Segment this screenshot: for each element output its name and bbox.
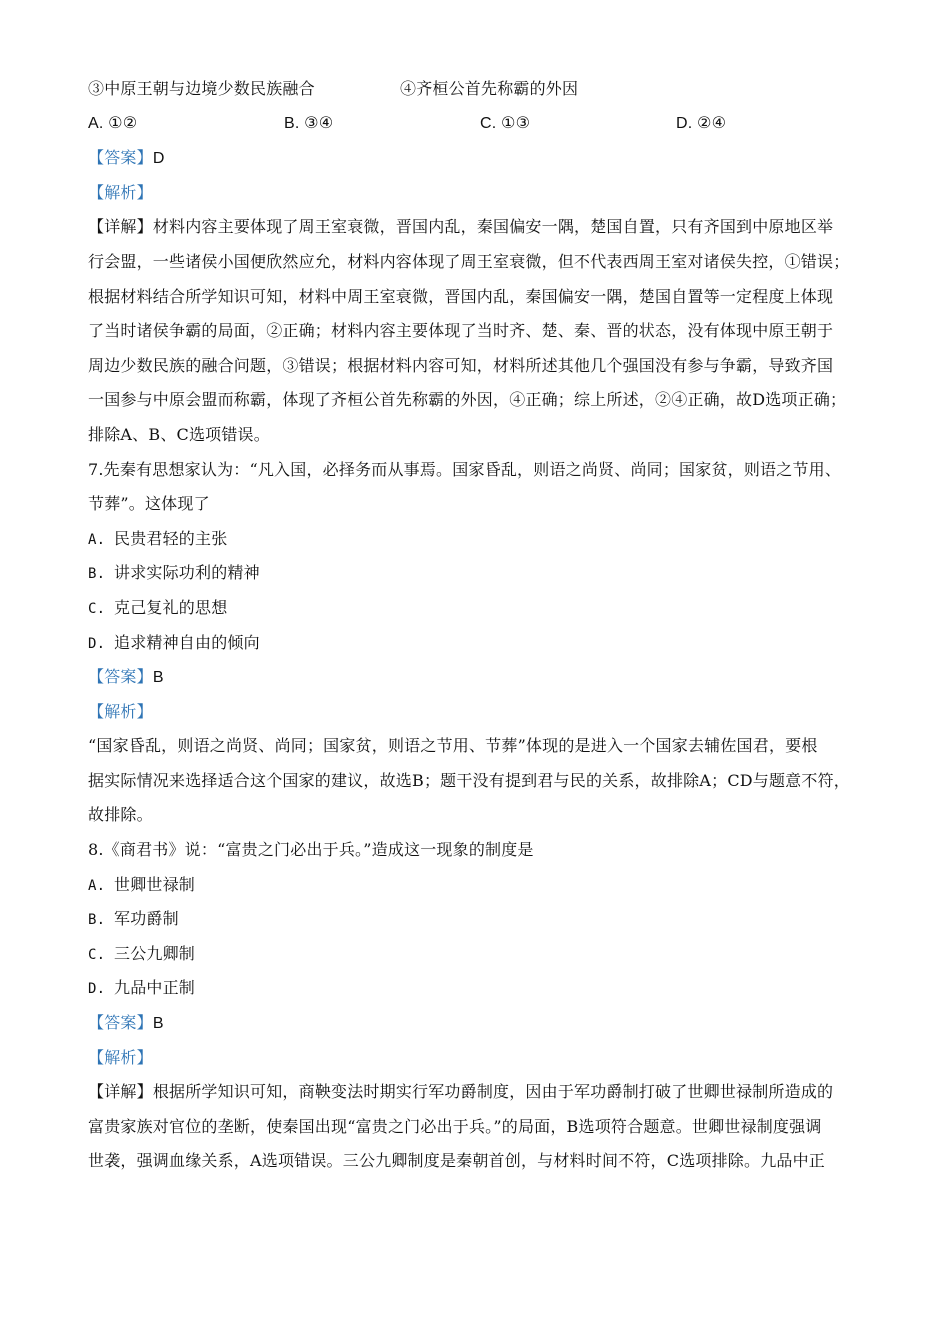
- q7-option-d: [88, 626, 878, 661]
- option-letter: B.: [88, 912, 106, 929]
- q6-option-d: D. ②④: [676, 114, 727, 132]
- option-letter: B.: [88, 566, 106, 583]
- q7-option-c: [88, 591, 878, 626]
- q7-stem-line-2: 节葬”。这体现了: [88, 494, 210, 514]
- q8-option-a: [88, 868, 878, 903]
- q6-options-row: [88, 107, 878, 142]
- option-text: 民贵君轻的主张: [114, 528, 228, 548]
- answer-label: 【答案】: [88, 667, 153, 687]
- q6-statement-4: ④齐桓公首先称霸的外因: [400, 79, 579, 98]
- detail-label: 【详解】: [88, 217, 153, 237]
- detail-text: 根据所学知识可知，商鞅变法时期实行军功爵制度，因由于军功爵制打破了世卿世禄制所造成的: [152, 1082, 834, 1102]
- q6-detail-line-1: [88, 210, 878, 245]
- q7-option-a: [88, 522, 878, 557]
- answer-value: D: [152, 150, 165, 168]
- q6-option-b: B. ③④: [284, 114, 334, 132]
- q6-detail-line-4: 了当时诸侯争霸的局面，②正确；材料内容主要体现了当时齐、楚、秦、晋的状态，没有体现中原王朝于: [88, 321, 834, 341]
- q7-analysis-line-2: 据实际情况来选择适合这个国家的建议，故选B；题干没有提到君与民的关系，故排除A；CD与题意不符，: [88, 770, 850, 790]
- option-text: 九品中正制: [114, 978, 196, 998]
- q8-option-d: [88, 971, 878, 1006]
- detail-label: 【详解】: [88, 1082, 153, 1102]
- q8-analysis-heading: [88, 1041, 878, 1076]
- option-letter: C.: [88, 946, 106, 963]
- q6-option-c: C. ①③: [480, 114, 531, 132]
- q7-analysis-line-1: “国家昏乱，则语之尚贤、尚同；国家贫，则语之节用、节葬”体现的是进入一个国家去辅佐国君，要根: [88, 736, 818, 756]
- answer-label: 【答案】: [88, 148, 153, 168]
- q6-statements-row: [88, 72, 878, 107]
- document-page: [88, 72, 878, 1179]
- q7-analysis-line-3: 故排除。: [88, 805, 153, 825]
- q8-detail-line-1: [88, 1075, 878, 1110]
- q6-option-a: A. ①②: [88, 114, 138, 132]
- q8-option-c: [88, 937, 878, 972]
- option-letter: A.: [88, 531, 106, 548]
- q6-detail-line-6: 一国参与中原会盟而称霸，体现了齐桓公首先称霸的外因，④正确；综上所述，②④正确，故D选项正确；: [88, 390, 847, 410]
- q8-option-b: [88, 902, 878, 937]
- analysis-label: 【解析】: [88, 182, 153, 202]
- q6-detail-line-2: 行会盟，一些诸侯小国便欣然应允，材料内容体现了周王室衰微，但不代表西周王室对诸侯失控，①错误；: [88, 251, 850, 271]
- q7-analysis-heading: [88, 695, 878, 730]
- q6-detail-line-7: 排除A、B、C选项错误。: [88, 424, 270, 444]
- q8-detail-line-3: 世袭，强调血缘关系，A选项错误。三公九卿制度是秦朝首创，与材料时间不符，C选项排除。九品中正: [88, 1151, 825, 1171]
- option-text: 讲求实际功利的精神: [114, 563, 260, 583]
- q6-statement-3: ③中原王朝与边境少数民族融合: [88, 79, 315, 98]
- q6-detail-line-5: 周边少数民族的融合问题，③错误；根据材料内容可知，材料所述其他几个强国没有参与争霸，导致齐国: [88, 355, 834, 375]
- option-letter: A.: [88, 877, 106, 894]
- option-text: 世卿世禄制: [114, 874, 196, 894]
- option-letter: D.: [88, 981, 106, 998]
- q8-detail-line-2: 富贵家族对官位的垄断，使秦国出现“富贵之门必出于兵。”的局面，B选项符合题意。世卿世禄制度强调: [88, 1116, 822, 1136]
- answer-label: 【答案】: [88, 1013, 153, 1033]
- q6-detail-line-3: 根据材料结合所学知识可知，材料中周王室衰微，晋国内乱，秦国偏安一隅，楚国自置等一定程度上体现: [88, 286, 834, 306]
- q7-answer: [88, 660, 878, 695]
- q8-answer: [88, 1006, 878, 1041]
- answer-value: B: [152, 669, 164, 687]
- detail-text: 材料内容主要体现了周王室衰微，晋国内乱，秦国偏安一隅，楚国自置，只有齐国到中原地区举: [152, 217, 834, 237]
- option-text: 三公九卿制: [114, 943, 196, 963]
- q8-stem: 8.《商君书》说：“富贵之门必出于兵。”造成这一现象的制度是: [88, 840, 534, 860]
- q7-option-b: [88, 556, 878, 591]
- answer-value: B: [152, 1015, 164, 1033]
- option-text: 克己复礼的思想: [114, 597, 228, 617]
- analysis-label: 【解析】: [88, 701, 153, 721]
- option-text: 追求精神自由的倾向: [114, 632, 260, 652]
- analysis-label: 【解析】: [88, 1047, 153, 1067]
- q6-analysis-heading: [88, 176, 878, 211]
- q6-answer: [88, 141, 878, 176]
- option-text: 军功爵制: [114, 909, 179, 929]
- option-letter: D.: [88, 635, 106, 652]
- q7-stem-line-1: 7.先秦有思想家认为：“凡入国，必择务而从事焉。国家昏乱，则语之尚贤、尚同；国家贫，则语之节用、: [88, 459, 842, 479]
- option-letter: C.: [88, 600, 106, 617]
